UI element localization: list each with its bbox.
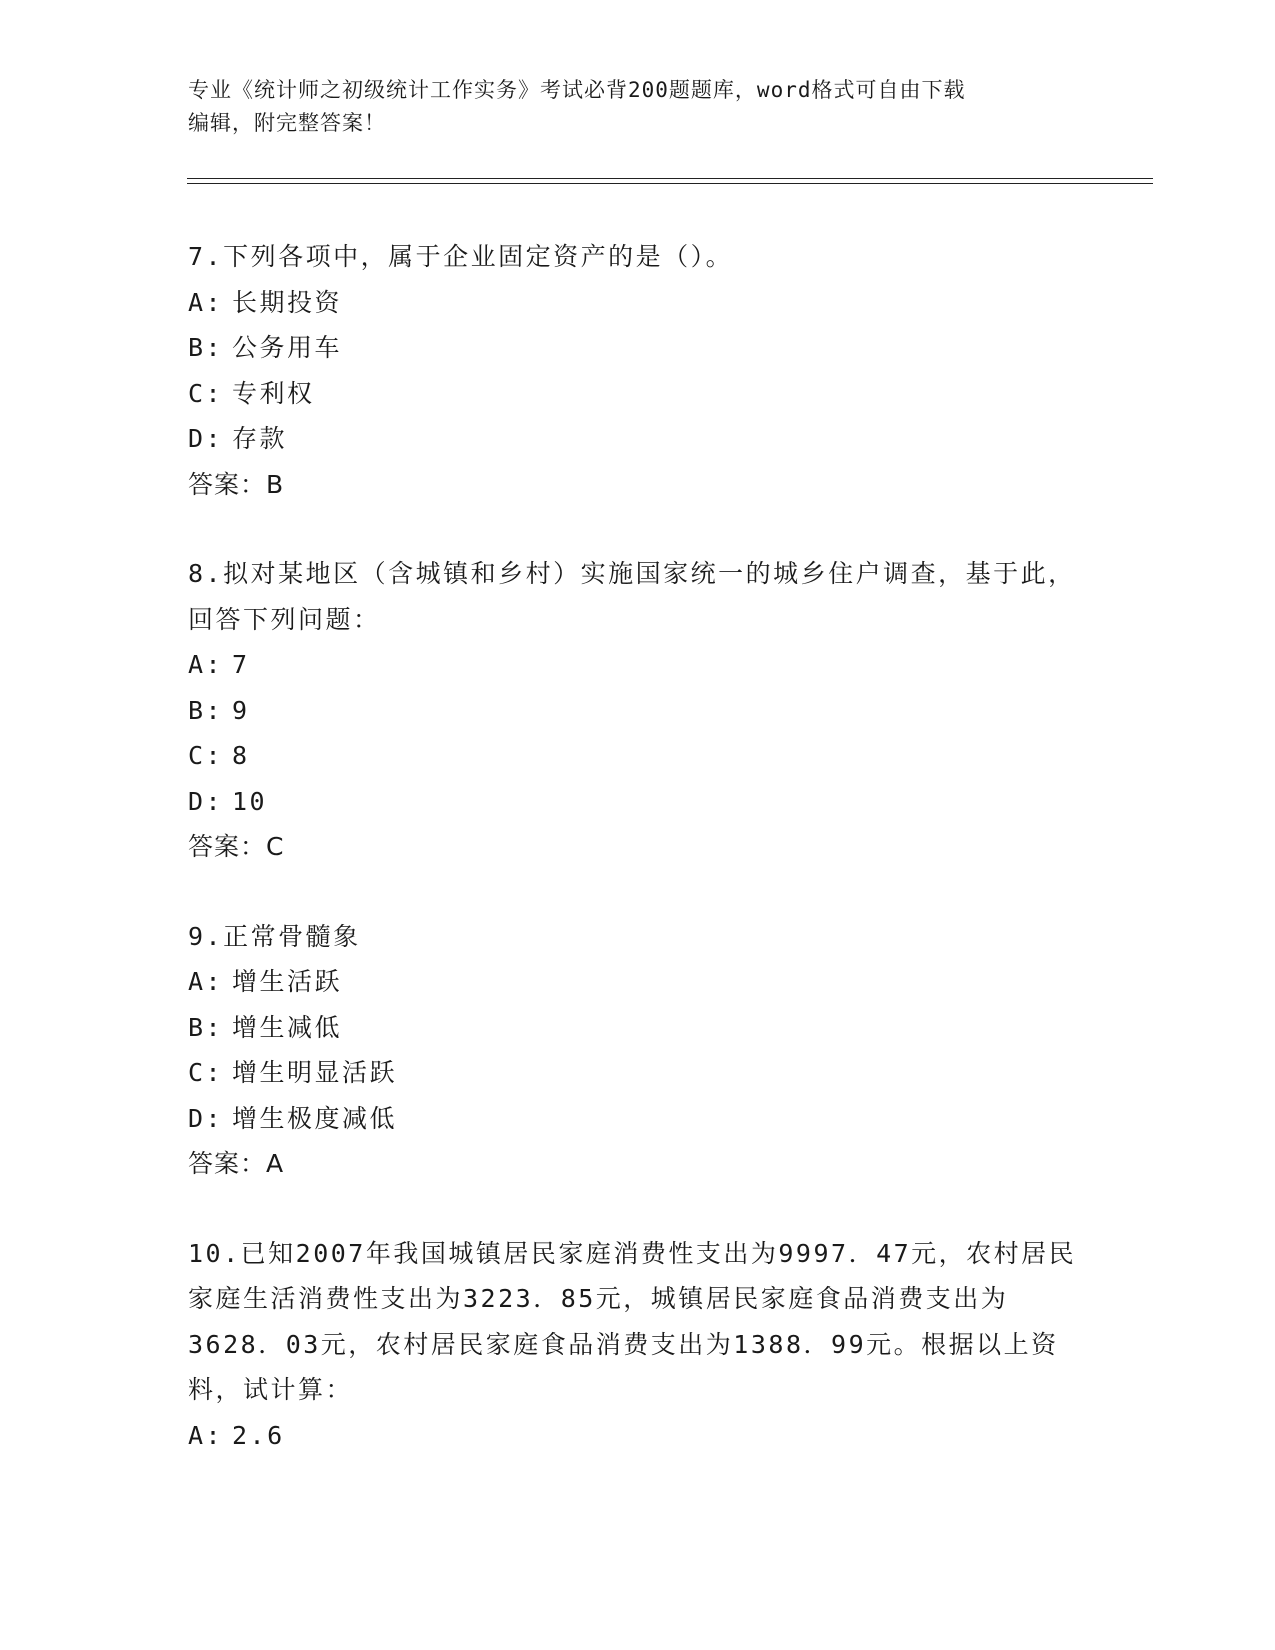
option-a [188,642,1088,688]
document-header [188,74,1088,140]
question-text: 8.拟对某地区（含城镇和乡村）实施国家统一的城乡住户调查，基于此，回答下列问题： [188,559,1076,634]
question-10 [188,1231,1088,1459]
option-letter: C: [188,1058,224,1087]
option-letter: D: [188,424,224,453]
option-text: 长期投资 [232,287,343,317]
option-letter: A: [188,967,224,996]
question-text: 9.正常骨髓象 [188,921,361,951]
option-text: 7 [232,650,250,679]
option-d [188,416,1088,462]
question-list [188,234,1088,1502]
option-text: 增生活跃 [232,967,343,996]
answer-label: 答案：B [188,469,285,499]
option-b [188,1005,1088,1051]
option-text: 增生明显活跃 [232,1058,398,1087]
option-text: 存款 [232,424,288,453]
answer-label: 答案：C [188,832,285,861]
option-text: 8 [232,741,250,770]
option-letter: B: [188,1012,224,1042]
option-text: 公务用车 [232,333,343,362]
option-d [188,779,1088,825]
option-text: 增生极度减低 [232,1103,398,1133]
option-text: 2.6 [232,1420,285,1450]
header-line-2: 编辑，附完整答案！ [188,111,386,135]
option-letter: A: [188,650,224,679]
question-8 [188,551,1088,870]
option-letter: C: [188,741,224,770]
header-line-1: 专业《统计师之初级统计工作实务》考试必背200题题库，word格式可自由下载 [188,78,966,102]
option-b [188,325,1088,371]
option-c [188,371,1088,417]
header-divider-top [187,178,1153,179]
option-letter: D: [188,786,224,816]
option-text: 专利权 [232,378,315,408]
question-text: 7.下列各项中，属于企业固定资产的是（）。 [188,242,734,271]
option-text: 9 [232,695,250,725]
option-d [188,1096,1088,1142]
question-9 [188,914,1088,1187]
option-letter: C: [188,378,224,408]
question-7 [188,234,1088,507]
header-divider-bottom [187,183,1153,184]
question-text: 10.已知2007年我国城镇居民家庭消费性支出为9997．47元，农村居民家庭生活消费性支出为3223．85元，城镇居民家庭食品消费支出为3628．03元，农村居民家庭食品消费支出为1388．99元。根据以上资料，试计算： [188,1238,1077,1404]
option-a [188,1413,1088,1459]
option-a [188,959,1088,1005]
option-a [188,280,1088,326]
option-letter: A: [188,287,224,317]
option-c [188,1050,1088,1096]
option-letter: D: [188,1103,224,1133]
option-letter: B: [188,695,224,725]
option-text: 10 [232,786,268,816]
option-text: 增生减低 [232,1012,343,1042]
answer-label: 答案：A [188,1149,285,1178]
option-letter: A: [188,1420,224,1450]
option-letter: B: [188,333,224,362]
option-b [188,688,1088,734]
option-c [188,733,1088,779]
